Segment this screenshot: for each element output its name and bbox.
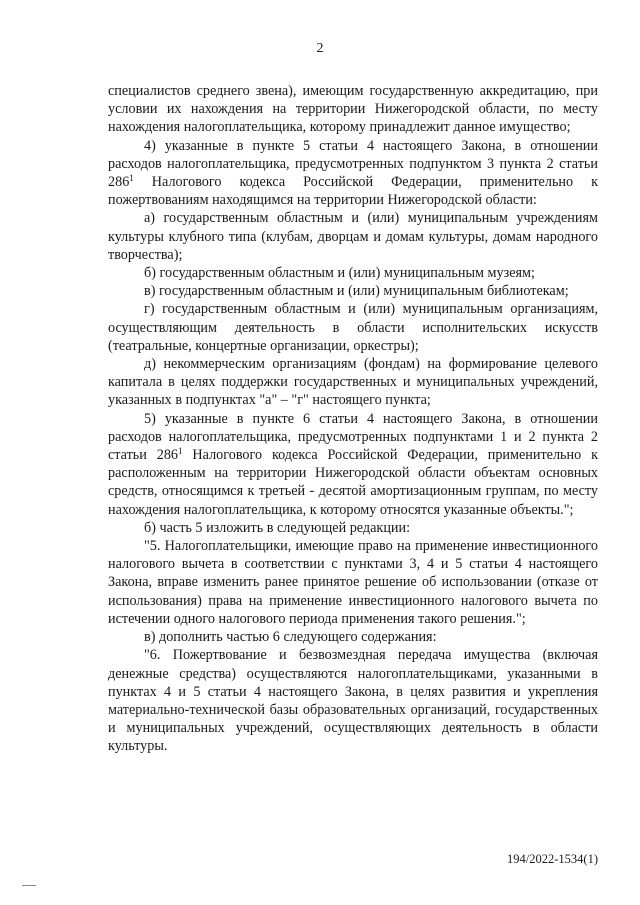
paragraph [108, 355, 598, 410]
paragraph-text: г) государственным областным и (или) муниципальным организациям, осуществляющим деятельность в области исполнительских искусств (театральные, концертные организации, оркестры); [108, 301, 598, 354]
document-body [108, 82, 598, 756]
paragraph-text: 4) указанные в пункте 5 статьи 4 настоящего Закона, в отношении расходов налогоплательщика, предусмотренных подпунктом 3 пункта 2 статьи 286 [108, 137, 598, 191]
paragraph [108, 300, 598, 355]
paragraph [108, 628, 598, 646]
paragraph [108, 137, 598, 210]
paragraph-text: д) некоммерческим организациям (фондам) на формирование целевого капитала в целях поддержки государственных и муниципальных учреждений, указанных в подпунктах "а" – "г" настоящего пункта; [108, 356, 598, 409]
paragraph [108, 82, 598, 137]
paragraph [108, 282, 598, 300]
paragraph [108, 646, 598, 755]
document-registration-code: 194/2022-1534(1) [507, 852, 598, 866]
paragraph-text: 5) указанные в пункте 6 статьи 4 настоящего Закона, в отношении расходов налогоплательщика, предусмотренных подпунктами 1 и 2 пункта 2 статьи 286 [108, 410, 598, 464]
paragraph-text: в) государственным областным и (или) муниципальным библиотекам; [144, 283, 569, 300]
paragraph-text: "6. Пожертвование и безвозмездная передача имущества (включая денежные средства) осуществляются налогоплательщиками, указанными в пунктах 4 и 5 статьи 4 настоящего Закона, в целях развития и укрепления материально-технической базы образовательных организаций, государственных и муниципальных учреждений, осуществляющих деятельность в области культуры. [108, 647, 598, 755]
scan-mark-line [22, 885, 36, 886]
paragraph [108, 209, 598, 264]
paragraph-text: б) государственным областным и (или) муниципальным музеям; [144, 265, 535, 282]
paragraph-text: "5. Налогоплательщики, имеющие право на применение инвестиционного налогового вычета в соответствии с пунктами 3, 4 и 5 статьи 4 настоящего Закона, вправе изменить ранее принятое решение об использовании (отказе от использования) права на применение инвестиционного налогового вычета по истечении одного налогового периода применения такого решения."; [108, 538, 598, 627]
paragraph-text: б) часть 5 изложить в следующей редакции: [144, 519, 411, 536]
superscript-index: 1 [129, 173, 134, 184]
paragraph-text: Налогового кодекса Российской Федерации, применительно к расположенным на территории Нижегородской области объектам основных средств, относящимся к третьей - десятой амортизационным группам, по месту нахождения налогоплательщика, к которому относятся указанные объекты."; [108, 447, 598, 518]
paragraph-text: а) государственным областным и (или) муниципальным учреждениям культуры клубного типа (клубам, дворцам и домам культуры, домам народного творчества); [108, 210, 598, 263]
paragraph-text: Налогового кодекса Российской Федерации, применительно к пожертвованиям находящимся на территории Нижегородской области: [108, 174, 598, 209]
paragraph [108, 410, 598, 519]
paragraph [108, 264, 598, 282]
paragraph [108, 519, 598, 537]
page-number: 2 [316, 41, 324, 56]
paragraph-text: специалистов среднего звена), имеющим государственную аккредитацию, при условии их нахождения на территории Нижегородской области, по месту нахождения налогоплательщика, которому принадлежит данное имущество; [108, 83, 598, 136]
paragraph [108, 537, 598, 628]
paragraph-text: в) дополнить частью 6 следующего содержания: [144, 629, 437, 646]
superscript-index: 1 [178, 446, 183, 457]
